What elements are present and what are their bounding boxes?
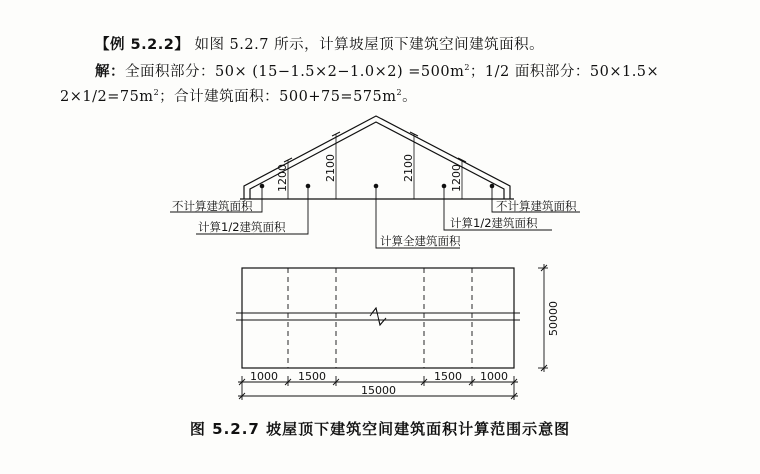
label-full-area: 计算全建筑面积	[380, 234, 461, 248]
dim-total: 15000	[361, 384, 396, 397]
dim-1500-left: 1500	[298, 370, 326, 383]
solution-label: 解：	[95, 64, 125, 80]
label-half-area-left: 计算1/2建筑面积	[198, 220, 286, 234]
height-label-2100-right: 2100	[402, 154, 415, 182]
solution-half-area-end: 2×1/2=75m	[60, 89, 154, 105]
dim-1500-right: 1500	[434, 370, 462, 383]
dim-1000-left: 1000	[250, 370, 278, 383]
solution-total: ；合计建筑面积：500+75=575m	[159, 89, 397, 105]
dim-1000-right: 1000	[480, 370, 508, 383]
height-label-1200-right: 1200	[450, 164, 463, 192]
solution-half-area-start: ；1/2 面积部分：50×1.5×	[469, 64, 660, 80]
height-label-2100-left: 2100	[324, 154, 337, 182]
solution-full-area: 全面积部分：50× (15−1.5×2−1.0×2) =500m	[125, 64, 465, 80]
example-text: 如图 5.2.7 所示，计算坡屋顶下建筑空间建筑面积。	[194, 37, 545, 53]
label-no-area-left: 不计算建筑面积	[172, 199, 253, 213]
label-half-area-right: 计算1/2建筑面积	[450, 216, 538, 230]
label-no-area-right: 不计算建筑面积	[496, 199, 577, 213]
dim-depth-label: 50000	[547, 301, 560, 336]
superscript-2: 2	[396, 88, 403, 98]
solution-end: 。	[402, 89, 418, 105]
superscript-2: 2	[153, 88, 160, 98]
example-label: 【例 5.2.2】	[95, 37, 190, 53]
figure-caption: 图 5.2.7 坡屋顶下建筑空间建筑面积计算范围示意图	[189, 420, 571, 438]
height-label-1200-left: 1200	[276, 164, 289, 192]
superscript-2: 2	[464, 63, 470, 73]
